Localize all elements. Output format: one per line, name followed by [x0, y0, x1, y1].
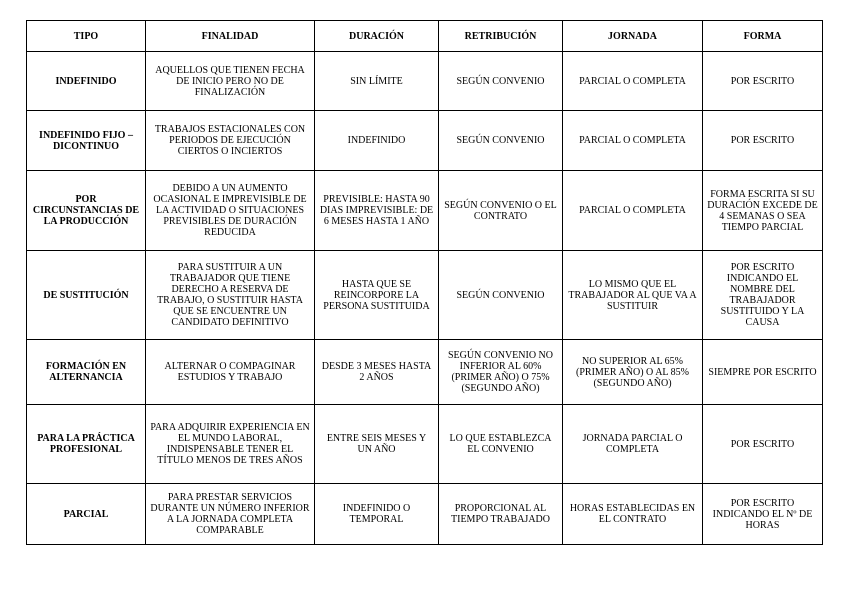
table-row: [27, 52, 823, 111]
cell-tipo: FORMACIÓN EN ALTERNANCIA: [27, 340, 146, 405]
cell-retribucion: SEGÚN CONVENIO NO INFERIOR AL 60% (PRIMER AÑO) O 75% (SEGUNDO AÑO): [439, 340, 563, 405]
cell-tipo: INDEFINIDO: [27, 52, 146, 111]
cell-duracion: INDEFINIDO: [315, 111, 439, 171]
table-row: [27, 340, 823, 405]
cell-finalidad: TRABAJOS ESTACIONALES CON PERIODOS DE EJECUCIÓN CIERTOS O INCIERTOS: [146, 111, 315, 171]
cell-jornada: NO SUPERIOR AL 65% (PRIMER AÑO) O AL 85% (SEGUNDO AÑO): [563, 340, 703, 405]
table-row: [27, 111, 823, 171]
cell-duracion: INDEFINIDO O TEMPORAL: [315, 484, 439, 545]
cell-duracion: HASTA QUE SE REINCORPORE LA PERSONA SUSTITUIDA: [315, 251, 439, 340]
header-duracion: DURACIÓN: [315, 21, 439, 52]
cell-forma: POR ESCRITO: [703, 52, 823, 111]
table-row: [27, 251, 823, 340]
cell-forma: POR ESCRITO: [703, 405, 823, 484]
cell-tipo: PARCIAL: [27, 484, 146, 545]
cell-forma: POR ESCRITO: [703, 111, 823, 171]
cell-retribucion: PROPORCIONAL AL TIEMPO TRABAJADO: [439, 484, 563, 545]
cell-finalidad: AQUELLOS QUE TIENEN FECHA DE INICIO PERO NO DE FINALIZACIÓN: [146, 52, 315, 111]
cell-retribucion: SEGÚN CONVENIO: [439, 111, 563, 171]
header-row: [27, 21, 823, 52]
cell-tipo: PARA LA PRÁCTICA PROFESIONAL: [27, 405, 146, 484]
cell-finalidad: PARA ADQUIRIR EXPERIENCIA EN EL MUNDO LABORAL, INDISPENSABLE TENER EL TÍTULO MENOS DE TRES AÑOS: [146, 405, 315, 484]
contract-types-table: [26, 20, 823, 545]
cell-forma: POR ESCRITO INDICANDO EL NOMBRE DEL TRABAJADOR SUSTITUIDO Y LA CAUSA: [703, 251, 823, 340]
header-jornada: JORNADA: [563, 21, 703, 52]
cell-retribucion: LO QUE ESTABLEZCA EL CONVENIO: [439, 405, 563, 484]
table-row: [27, 171, 823, 251]
cell-duracion: DESDE 3 MESES HASTA 2 AÑOS: [315, 340, 439, 405]
cell-finalidad: ALTERNAR O COMPAGINAR ESTUDIOS Y TRABAJO: [146, 340, 315, 405]
header-forma: FORMA: [703, 21, 823, 52]
header-retribucion: RETRIBUCIÓN: [439, 21, 563, 52]
cell-retribucion: SEGÚN CONVENIO: [439, 52, 563, 111]
cell-forma: FORMA ESCRITA SI SU DURACIÓN EXCEDE DE 4 SEMANAS O SEA TIEMPO PARCIAL: [703, 171, 823, 251]
cell-finalidad: PARA SUSTITUIR A UN TRABAJADOR QUE TIENE DERECHO A RESERVA DE TRABAJO, O SUSTITUIR HASTA QUE SE ENCUENTRE UN CANDIDATO DEFINITIVO: [146, 251, 315, 340]
table-row: [27, 484, 823, 545]
cell-jornada: PARCIAL O COMPLETA: [563, 111, 703, 171]
cell-tipo: INDEFINIDO FIJO – DICONTINUO: [27, 111, 146, 171]
table-row: [27, 405, 823, 484]
cell-finalidad: DEBIDO A UN AUMENTO OCASIONAL E IMPREVISIBLE DE LA ACTIVIDAD O SITUACIONES PREVISIBLES DE DURACIÓN REDUCIDA: [146, 171, 315, 251]
cell-forma: SIEMPRE POR ESCRITO: [703, 340, 823, 405]
cell-finalidad: PARA PRESTAR SERVICIOS DURANTE UN NÚMERO INFERIOR A LA JORNADA COMPLETA COMPARABLE: [146, 484, 315, 545]
cell-jornada: HORAS ESTABLECIDAS EN EL CONTRATO: [563, 484, 703, 545]
cell-duracion: ENTRE SEIS MESES Y UN AÑO: [315, 405, 439, 484]
cell-tipo: DE SUSTITUCIÓN: [27, 251, 146, 340]
header-tipo: TIPO: [27, 21, 146, 52]
cell-retribucion: SEGÚN CONVENIO O EL CONTRATO: [439, 171, 563, 251]
cell-jornada: JORNADA PARCIAL O COMPLETA: [563, 405, 703, 484]
cell-duracion: SIN LÍMITE: [315, 52, 439, 111]
cell-tipo: POR CIRCUNSTANCIAS DE LA PRODUCCIÓN: [27, 171, 146, 251]
cell-retribucion: SEGÚN CONVENIO: [439, 251, 563, 340]
cell-jornada: PARCIAL O COMPLETA: [563, 171, 703, 251]
cell-duracion: PREVISIBLE: HASTA 90 DIAS IMPREVISIBLE: DE 6 MESES HASTA 1 AÑO: [315, 171, 439, 251]
cell-jornada: PARCIAL O COMPLETA: [563, 52, 703, 111]
cell-jornada: LO MISMO QUE EL TRABAJADOR AL QUE VA A SUSTITUIR: [563, 251, 703, 340]
cell-forma: POR ESCRITO INDICANDO EL Nº DE HORAS: [703, 484, 823, 545]
header-finalidad: FINALIDAD: [146, 21, 315, 52]
